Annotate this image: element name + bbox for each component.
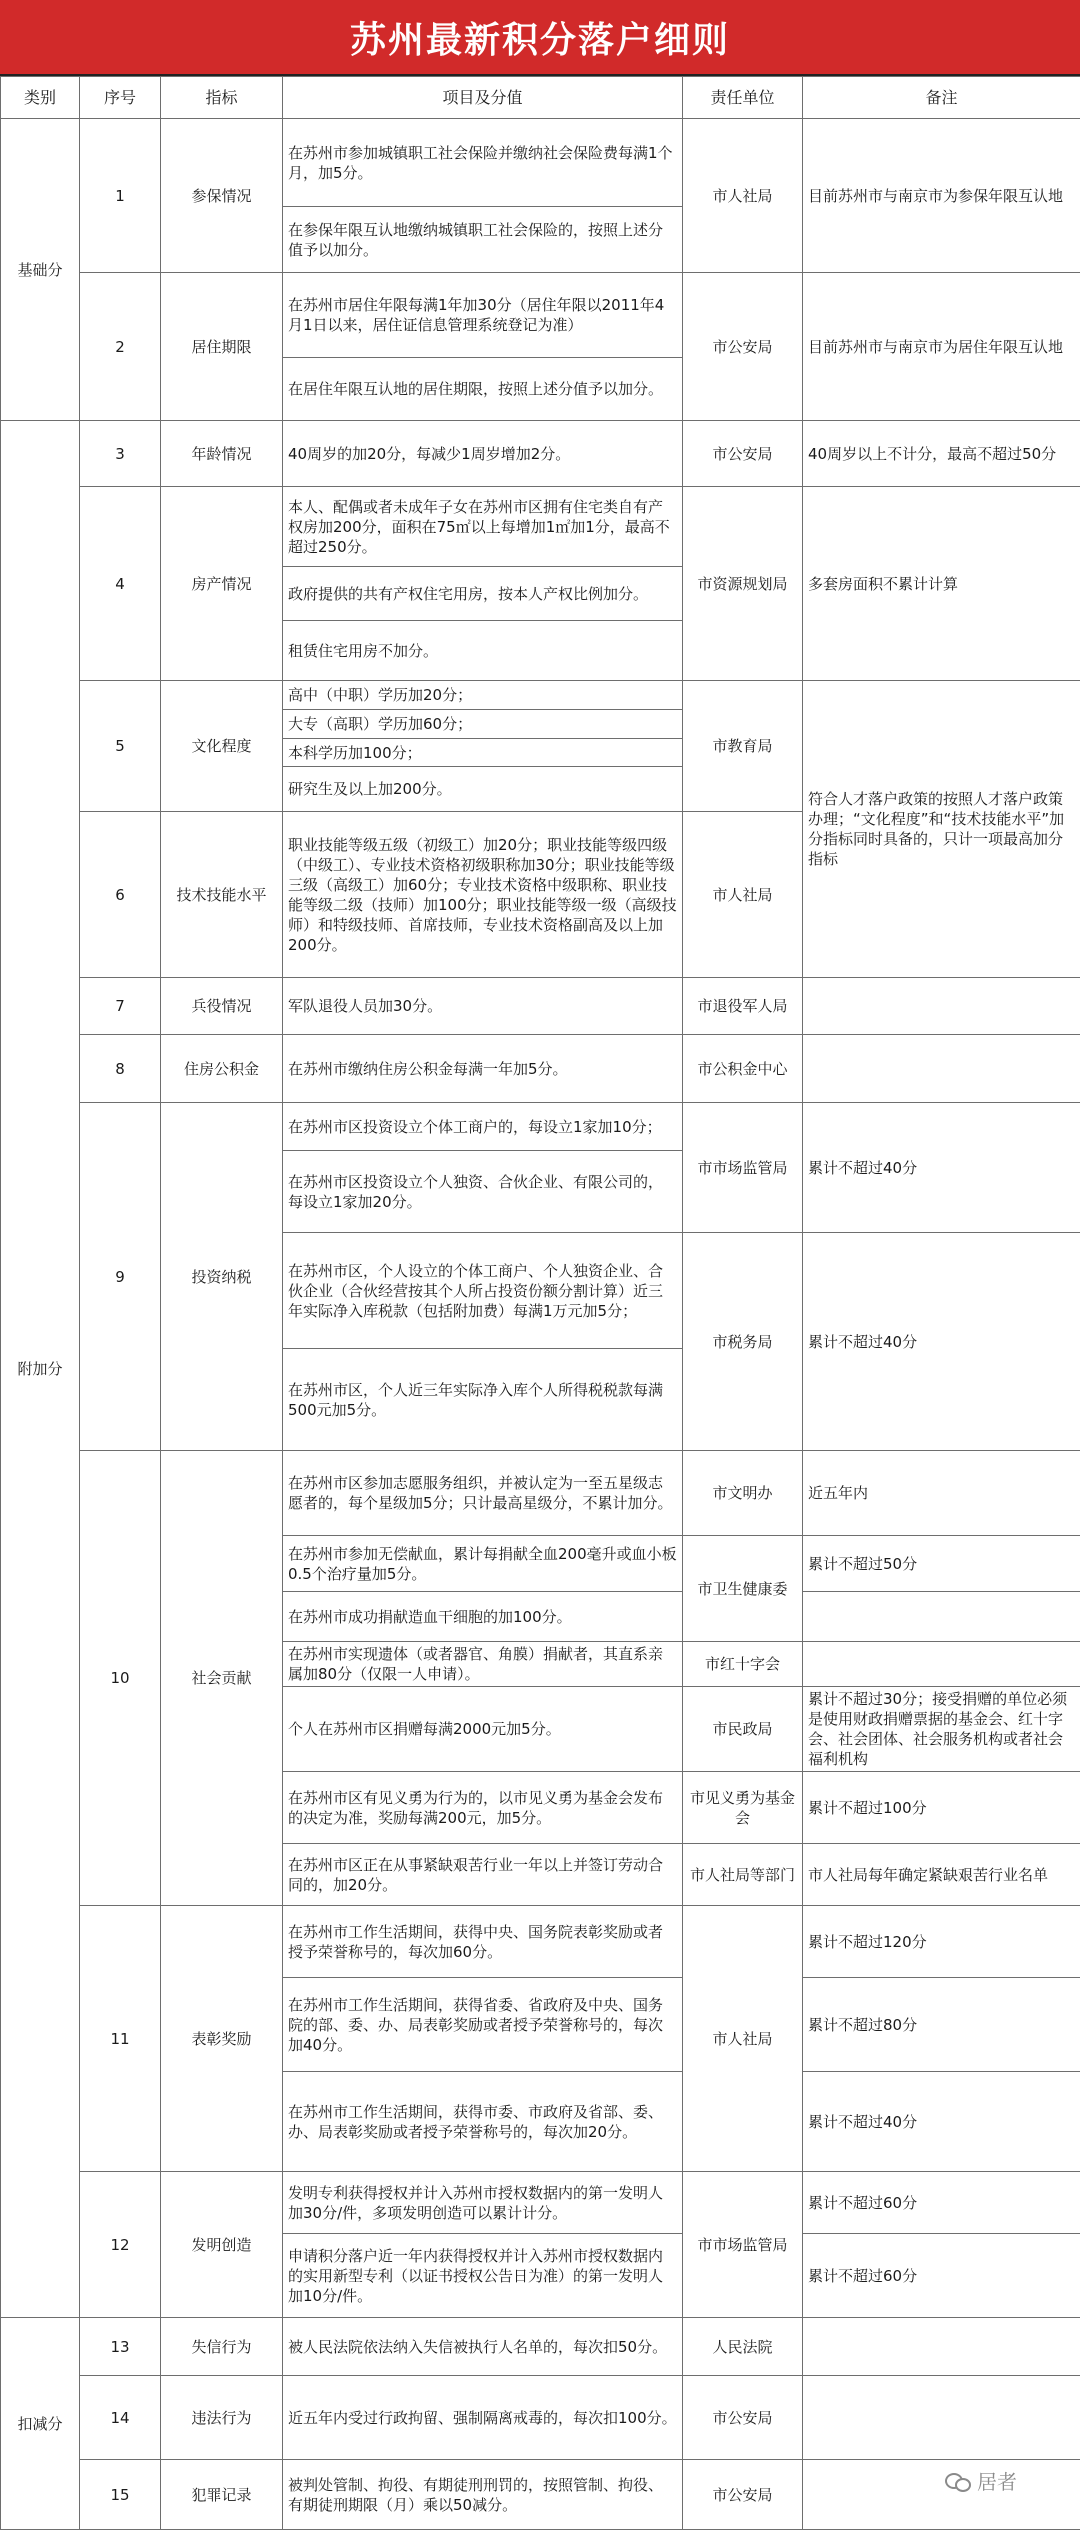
note-cell	[803, 1642, 1080, 1687]
item-cell: 在苏州市缴纳住房公积金每满一年加5分。	[283, 1035, 683, 1103]
unit-cell: 市见义勇为基金会	[683, 1772, 803, 1844]
item-cell: 租赁住宅用房不加分。	[283, 621, 683, 681]
note-cell: 累计不超过60分	[803, 2172, 1080, 2234]
note-cell: 累计不超过120分	[803, 1906, 1080, 1978]
unit-cell: 市市场监管局	[683, 1103, 803, 1233]
unit-cell: 市市场监管局	[683, 2172, 803, 2318]
indicator-cell: 住房公积金	[161, 1035, 283, 1103]
row-number: 9	[80, 1103, 161, 1451]
note-cell: 目前苏州市与南京市为参保年限互认地	[803, 119, 1080, 273]
header-unit: 责任单位	[683, 77, 803, 119]
header-category: 类别	[1, 77, 80, 119]
item-cell: 在苏州市成功捐献造血干细胞的加100分。	[283, 1592, 683, 1642]
item-cell: 职业技能等级五级（初级工）加20分；职业技能等级四级（中级工）、专业技术资格初级职称加30分；职业技能等级三级（高级工）加60分；专业技术资格中级职称、职业技能等级二级（技师）加100分；职业技能等级一级（高级技师）和特级技师、首席技师，专业技术资格副高及以上加200分。	[283, 812, 683, 978]
row-number: 7	[80, 978, 161, 1035]
item-cell: 在苏州市区有见义勇为行为的，以市见义勇为基金会发布的决定为准，奖励每满200元，加5分。	[283, 1772, 683, 1844]
unit-cell: 市文明办	[683, 1451, 803, 1536]
row-number: 12	[80, 2172, 161, 2318]
note-cell: 符合人才落户政策的按照人才落户政策办理；“文化程度”和“技术技能水平”加分指标同时具备的，只计一项最高加分指标	[803, 681, 1080, 978]
watermark	[945, 2466, 1017, 2495]
category-cell: 附加分	[1, 421, 80, 2318]
header-number: 序号	[80, 77, 161, 119]
table-row	[1, 119, 1080, 207]
table-row	[1, 2318, 1080, 2376]
row-number: 2	[80, 273, 161, 421]
table-row	[1, 1906, 1080, 1978]
table-row	[1, 978, 1080, 1035]
table-row	[1, 421, 1080, 487]
item-cell: 在苏州市区投资设立个体工商户的，每设立1家加10分；	[283, 1103, 683, 1151]
item-cell: 在苏州市工作生活期间，获得省委、省政府及中央、国务院的部、委、办、局表彰奖励或者授予荣誉称号的，每次加40分。	[283, 1978, 683, 2072]
item-cell: 被人民法院依法纳入失信被执行人名单的，每次扣50分。	[283, 2318, 683, 2376]
note-cell: 累计不超过60分	[803, 2234, 1080, 2318]
note-cell: 累计不超过50分	[803, 1536, 1080, 1592]
unit-cell: 市公安局	[683, 2376, 803, 2460]
item-cell: 被判处管制、拘役、有期徒刑刑罚的，按照管制、拘役、有期徒刑期限（月）乘以50减分。	[283, 2460, 683, 2530]
indicator-cell: 表彰奖励	[161, 1906, 283, 2172]
item-cell: 大专（高职）学历加60分；	[283, 710, 683, 739]
page-title: 苏州最新积分落户细则	[0, 0, 1080, 74]
row-number: 13	[80, 2318, 161, 2376]
item-cell: 本人、配偶或者未成年子女在苏州市区拥有住宅类自有产权房加200分，面积在75㎡以上每增加1㎡加1分，最高不超过250分。	[283, 487, 683, 567]
unit-cell: 市公安局	[683, 273, 803, 421]
indicator-cell: 发明创造	[161, 2172, 283, 2318]
note-cell	[803, 2460, 1080, 2530]
row-number: 15	[80, 2460, 161, 2530]
item-cell: 近五年内受过行政拘留、强制隔离戒毒的，每次扣100分。	[283, 2376, 683, 2460]
indicator-cell: 年龄情况	[161, 421, 283, 487]
points-table	[0, 76, 1080, 2530]
note-cell: 累计不超过40分	[803, 1103, 1080, 1233]
item-cell: 政府提供的共有产权住宅用房，按本人产权比例加分。	[283, 567, 683, 621]
table-row	[1, 2376, 1080, 2460]
unit-cell: 市公安局	[683, 2460, 803, 2530]
note-cell: 累计不超过40分	[803, 1233, 1080, 1451]
table-row	[1, 487, 1080, 567]
watermark-text: 居者	[977, 2466, 1017, 2495]
item-cell: 高中（中职）学历加20分；	[283, 681, 683, 710]
unit-cell: 市人社局	[683, 812, 803, 978]
indicator-cell: 兵役情况	[161, 978, 283, 1035]
header-indicator: 指标	[161, 77, 283, 119]
note-cell: 累计不超过40分	[803, 2072, 1080, 2172]
unit-cell: 人民法院	[683, 2318, 803, 2376]
table-row	[1, 681, 1080, 710]
note-cell	[803, 1035, 1080, 1103]
header-notes: 备注	[803, 77, 1080, 119]
item-cell: 在苏州市工作生活期间，获得中央、国务院表彰奖励或者授予荣誉称号的，每次加60分。	[283, 1906, 683, 1978]
unit-cell: 市税务局	[683, 1233, 803, 1451]
note-cell: 累计不超过30分；接受捐赠的单位必须是使用财政捐赠票据的基金会、红十字会、社会团体、社会服务机构或者社会福利机构	[803, 1687, 1080, 1772]
row-number: 10	[80, 1451, 161, 1906]
item-cell: 研究生及以上加200分。	[283, 767, 683, 812]
indicator-cell: 参保情况	[161, 119, 283, 273]
note-cell: 累计不超过80分	[803, 1978, 1080, 2072]
item-cell: 在苏州市区，个人设立的个体工商户、个人独资企业、合伙企业（合伙经营按其个人所占投资份额分割计算）近三年实际净入库税款（包括附加费）每满1万元加5分；	[283, 1233, 683, 1349]
unit-cell: 市人社局	[683, 119, 803, 273]
indicator-cell: 技术技能水平	[161, 812, 283, 978]
indicator-cell: 投资纳税	[161, 1103, 283, 1451]
item-cell: 在苏州市区参加志愿服务组织，并被认定为一至五星级志愿者的，每个星级加5分；只计最高星级分，不累计加分。	[283, 1451, 683, 1536]
item-cell: 在苏州市区投资设立个人独资、合伙企业、有限公司的，每设立1家加20分。	[283, 1151, 683, 1233]
note-cell: 目前苏州市与南京市为居住年限互认地	[803, 273, 1080, 421]
item-cell: 在苏州市参加城镇职工社会保险并缴纳社会保险费每满1个月，加5分。	[283, 119, 683, 207]
row-number: 14	[80, 2376, 161, 2460]
indicator-cell: 居住期限	[161, 273, 283, 421]
unit-cell: 市资源规划局	[683, 487, 803, 681]
indicator-cell: 违法行为	[161, 2376, 283, 2460]
row-number: 1	[80, 119, 161, 273]
note-cell: 多套房面积不累计计算	[803, 487, 1080, 681]
note-cell: 累计不超过100分	[803, 1772, 1080, 1844]
unit-cell: 市公积金中心	[683, 1035, 803, 1103]
unit-cell: 市人社局	[683, 1906, 803, 2172]
table-row	[1, 2172, 1080, 2234]
note-cell: 40周岁以上不计分，最高不超过50分	[803, 421, 1080, 487]
table-row	[1, 273, 1080, 358]
item-cell: 发明专利获得授权并计入苏州市授权数据内的第一发明人加30分/件，多项发明创造可以累计计分。	[283, 2172, 683, 2234]
item-cell: 军队退役人员加30分。	[283, 978, 683, 1035]
indicator-cell: 犯罪记录	[161, 2460, 283, 2530]
wechat-icon	[945, 2471, 971, 2491]
row-number: 5	[80, 681, 161, 812]
indicator-cell: 文化程度	[161, 681, 283, 812]
item-cell: 在苏州市区正在从事紧缺艰苦行业一年以上并签订劳动合同的，加20分。	[283, 1844, 683, 1906]
item-cell: 在苏州市工作生活期间，获得市委、市政府及省部、委、办、局表彰奖励或者授予荣誉称号的，每次加20分。	[283, 2072, 683, 2172]
item-cell: 在苏州市实现遗体（或者器官、角膜）捐献者，其直系亲属加80分（仅限一人申请）。	[283, 1642, 683, 1687]
unit-cell: 市民政局	[683, 1687, 803, 1772]
note-cell: 市人社局每年确定紧缺艰苦行业名单	[803, 1844, 1080, 1906]
item-cell: 在苏州市区，个人近三年实际净入库个人所得税税款每满500元加5分。	[283, 1349, 683, 1451]
item-cell: 在参保年限互认地缴纳城镇职工社会保险的，按照上述分值予以加分。	[283, 207, 683, 273]
category-cell: 基础分	[1, 119, 80, 421]
unit-cell: 市退役军人局	[683, 978, 803, 1035]
row-number: 4	[80, 487, 161, 681]
table-row	[1, 1035, 1080, 1103]
category-cell: 扣减分	[1, 2318, 80, 2530]
unit-cell: 市教育局	[683, 681, 803, 812]
row-number: 11	[80, 1906, 161, 2172]
unit-cell: 市公安局	[683, 421, 803, 487]
item-cell: 在居住年限互认地的居住期限，按照上述分值予以加分。	[283, 358, 683, 421]
note-cell: 近五年内	[803, 1451, 1080, 1536]
table-row	[1, 2460, 1080, 2530]
item-cell: 在苏州市居住年限每满1年加30分（居住年限以2011年4月1日以来，居住证信息管理系统登记为准）	[283, 273, 683, 358]
item-cell: 个人在苏州市区捐赠每满2000元加5分。	[283, 1687, 683, 1772]
note-cell	[803, 1592, 1080, 1642]
row-number: 8	[80, 1035, 161, 1103]
indicator-cell: 社会贡献	[161, 1451, 283, 1906]
row-number: 3	[80, 421, 161, 487]
table-row	[1, 1103, 1080, 1151]
item-cell: 在苏州市参加无偿献血，累计每捐献全血200毫升或血小板0.5个治疗量加5分。	[283, 1536, 683, 1592]
header-items: 项目及分值	[283, 77, 683, 119]
indicator-cell: 失信行为	[161, 2318, 283, 2376]
item-cell: 40周岁的加20分，每减少1周岁增加2分。	[283, 421, 683, 487]
item-cell: 申请积分落户近一年内获得授权并计入苏州市授权数据内的实用新型专利（以证书授权公告日为准）的第一发明人加10分/件。	[283, 2234, 683, 2318]
indicator-cell: 房产情况	[161, 487, 283, 681]
note-cell	[803, 2376, 1080, 2460]
row-number: 6	[80, 812, 161, 978]
header-row	[1, 77, 1080, 119]
item-cell: 本科学历加100分；	[283, 739, 683, 767]
unit-cell: 市卫生健康委	[683, 1536, 803, 1642]
table-row	[1, 1451, 1080, 1536]
note-cell	[803, 2318, 1080, 2376]
unit-cell: 市人社局等部门	[683, 1844, 803, 1906]
note-cell	[803, 978, 1080, 1035]
unit-cell: 市红十字会	[683, 1642, 803, 1687]
